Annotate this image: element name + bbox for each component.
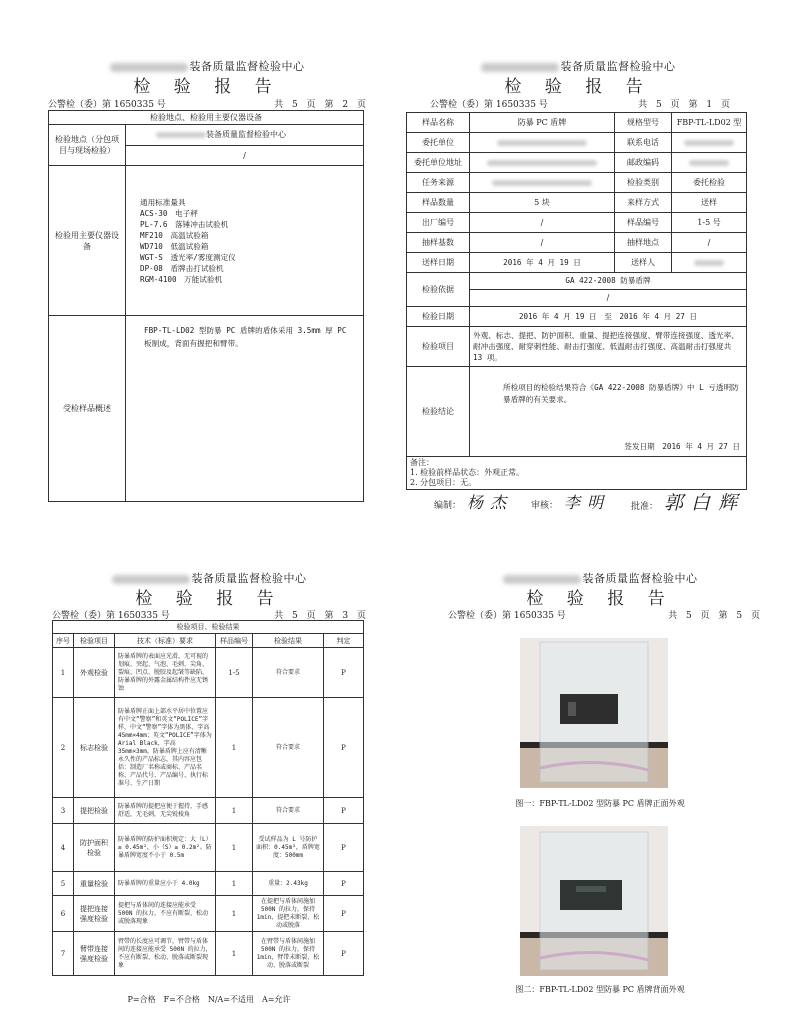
basis-sub: /: [606, 293, 610, 302]
field-label: 抽样地点: [615, 233, 672, 253]
section-title: 检验项目、检验结果: [53, 621, 364, 634]
equipment-label: 检验用主要仪器设备: [49, 166, 126, 316]
remarks-title: 备注：: [410, 458, 434, 467]
field-value-redacted: [470, 133, 615, 153]
photo-caption-front: 图一：FBP-TL-LD02 型防暴 PC 盾牌正面外观: [515, 799, 685, 808]
date-value: 2016 年 4 月 19 日 至 2016 年 4 月 27 日: [470, 307, 747, 327]
signature-edit-name: 杨 杰: [467, 493, 508, 512]
report-page-1: [406, 58, 750, 518]
field-label: 出厂编号: [407, 213, 470, 233]
signature-edit: 编制： 杨 杰: [434, 493, 508, 512]
redacted-org-name: [503, 575, 581, 584]
column-header: 检验结果: [253, 634, 324, 648]
section-title: 检验地点、检验用主要仪器设备: [49, 111, 364, 125]
field-value: 防暴 PC 盾牌: [470, 113, 615, 133]
table-row: 6 提把连接强度检验 提把与盾体间的连接应能承受 500N 的拉力，不应有断裂、松动或脱落现象 1 在提把与盾体间施加 500N 的拉力，保持 1min，提把未断裂、松动或脱落 P: [53, 896, 364, 932]
equipment-line: WD710 低温试验箱: [140, 241, 209, 251]
field-label: 来样方式: [615, 193, 672, 213]
report-title: 检 验 报 告: [133, 77, 281, 97]
report-title: 检 验 报 告: [526, 589, 674, 609]
redacted-org-name: [481, 63, 559, 72]
field-value: 送样: [672, 193, 747, 213]
table-row: 3 提把检验 防暴盾牌的提把应便于握持，手感舒适，无毛刺，无尖锐棱角 1 符合要求 P: [53, 798, 364, 824]
field-label: 送样日期: [407, 253, 470, 273]
column-header: 技术（标准）要求: [115, 634, 216, 648]
field-label: 委托单位: [407, 133, 470, 153]
sample-label: 受检样品概述: [49, 316, 126, 502]
basis-value: GA 422-2008 防暴盾牌: [470, 273, 746, 290]
field-value: /: [672, 233, 747, 253]
page-indicator: 共 5 页 第 1 页: [638, 100, 730, 110]
field-value-redacted: [470, 153, 615, 173]
field-label: 样品数量: [407, 193, 470, 213]
conclusion-label: 检验结论: [407, 367, 470, 457]
column-header: 样品编号: [216, 634, 253, 648]
field-label: 检验类别: [615, 173, 672, 193]
equipment-line: RGM-4100 万能试验机: [140, 274, 223, 284]
equipment-list: [126, 166, 364, 316]
redacted-field: [156, 132, 206, 138]
field-value: FBP-TL-LD02 型: [672, 113, 747, 133]
field-label: 样品名称: [407, 113, 470, 133]
shield-front-illustration: [520, 638, 668, 788]
field-value-redacted: [672, 153, 747, 173]
location-value: 装备质量监督检验中心: [206, 130, 286, 139]
page-indicator: 共 5 页 第 5 页: [668, 611, 760, 621]
report-number: 公警检（委）第 1650335 号: [52, 611, 170, 621]
org-header: 装备质量监督检验中心: [52, 570, 366, 586]
field-label: 送样人: [615, 253, 672, 273]
table-row: 5 重量检验 防暴盾牌的重量应小于 4.0kg 1 重量：2.43kg P: [53, 872, 364, 896]
equipment-line: MF210 高温试验箱: [140, 230, 209, 240]
field-label: 抽样基数: [407, 233, 470, 253]
report-page-5: [440, 570, 760, 1010]
sample-description: FBP-TL-LD02 型防暴 PC 盾牌的盾体采用 3.5mm 厚 PC 板制成，背面有握把和臂带。: [126, 316, 364, 502]
field-value: /: [470, 213, 615, 233]
results-table: [52, 620, 364, 976]
report-number: 公警检（委）第 1650335 号: [448, 611, 566, 621]
shield-front-photo: [520, 638, 668, 788]
signature-review-name: 李 明: [564, 493, 605, 512]
column-header: 判定: [324, 634, 364, 648]
field-value: 2016 年 4 月 19 日: [470, 253, 615, 273]
report-page-3: [52, 570, 366, 1010]
basis-label: 检验依据: [407, 273, 470, 307]
equipment-line: WGT-S 透光率/雾度测定仪: [140, 252, 236, 262]
report-title: 检 验 报 告: [504, 77, 652, 97]
result-legend: P=合格 F=不合格 N/A=不适用 A=允许: [127, 995, 291, 1004]
issue-date: 签发日期 2016 年 4 月 27 日: [624, 442, 740, 451]
field-value-redacted: [672, 133, 747, 153]
photo-caption-back: 图二：FBP-TL-LD02 型防暴 PC 盾牌背面外观: [515, 985, 685, 994]
report-page-2: [48, 58, 366, 503]
table-row: 7 臂带连接强度检验 臂带的长度应可调节，臂带与盾体间的连接应能承受 500N 的拉力，不应有断裂、松动、脱落或断裂现象 1 在臂带与盾体间施加 500N 的拉力，保持 1min，臂带未断裂、松动、脱落或断裂 P: [53, 932, 364, 976]
page-indicator: 共 5 页 第 3 页: [274, 611, 366, 621]
redacted-org-name: [112, 575, 190, 584]
location-label: 检验地点（分包项目与现场检验）: [49, 125, 126, 166]
page-indicator: 共 5 页 第 2 页: [274, 100, 366, 110]
field-value-redacted: [470, 173, 615, 193]
org-header: 装备质量监督检验中心: [48, 58, 366, 74]
org-header: 装备质量监督检验中心: [406, 58, 750, 74]
field-label: 任务来源: [407, 173, 470, 193]
signature-approve: 批准： 郭 白 辉: [631, 492, 739, 514]
signature-review: 审核： 李 明: [531, 493, 605, 512]
remarks: [407, 457, 747, 490]
field-label: 联系电话: [615, 133, 672, 153]
field-value: /: [470, 233, 615, 253]
column-header: 序号: [53, 634, 74, 648]
remark-line: 2. 分包项目：无。: [410, 478, 477, 487]
org-header: 装备质量监督检验中心: [440, 570, 760, 586]
equipment-line: DP-08 盾牌击打试验机: [140, 263, 224, 273]
field-value: 5 块: [470, 193, 615, 213]
date-label: 检验日期: [407, 307, 470, 327]
equipment-line: PL-7.6 落锤冲击试验机: [140, 219, 229, 229]
shield-back-photo: [520, 826, 668, 976]
column-header: 检验项目: [74, 634, 115, 648]
field-label: 邮政编码: [615, 153, 672, 173]
field-label: 样品编号: [615, 213, 672, 233]
field-value: 1-5 号: [672, 213, 747, 233]
report-title: 检 验 报 告: [135, 589, 283, 609]
equipment-line: ACS-30 电子秤: [140, 208, 198, 218]
field-label: 规格型号: [615, 113, 672, 133]
field-value: 委托检验: [672, 173, 747, 193]
report-number: 公警检（委）第 1650335 号: [430, 100, 548, 110]
location-sub: /: [243, 151, 246, 160]
table-row: 2 标志检验 防暴盾牌正面上部水平居中位置应有中文“警察”和英文“POLICE”字样，中文“警察”字体为黑体，字高 45mm×4mm；英文“POLICE”字体为 Arial Black，字高 35mm×3mm。防暴盾牌上应有清晰永久性的产品标志，其内容应包括：制造厂名称或商标、产品名称、产品代号、产品编号、执行标准号、生产日期 1 符合要求 P: [53, 698, 364, 798]
field-value-redacted: [672, 253, 747, 273]
items-value: 外观、标志、提把、防护面积、重量、提把连接强度、臂带连接强度、透光率、耐冲击强度、耐穿刺性能、耐击打强度、低温耐击打强度、高温耐击打强度共 13 项。: [470, 327, 747, 367]
table-row: 1 外观检验 防暴盾牌的表面应光滑，无可视的划痕、突起、气泡、毛刺、尖角、裂痕、凹点、脱胶及起皱等缺陷，防暴盾牌的外露金属结构件应无锈蚀 1-5 符合要求 P: [53, 648, 364, 698]
equipment-table: [48, 110, 364, 502]
remark-line: 1. 检验前样品状态：外观正常。: [410, 468, 525, 477]
signature-approve-name: 郭 白 辉: [664, 492, 739, 514]
conclusion-text: 所检项目的检验结果符合《GA 422-2008 防暴盾牌》中 L 亏透明防暴盾牌的有关要求。: [503, 383, 739, 404]
info-table: [406, 112, 747, 490]
equipment-line: 通用标准量具: [140, 197, 186, 207]
table-row: 4 防护面积检验 防暴盾牌的防护面积规定：大（L）≥ 0.45m²，小（S）≥ 0.2m²。防暴盾牌宽度不小于 0.5m 1 受试样品为 L 号防护面积：0.45m²，盾牌宽度：500mm P: [53, 824, 364, 872]
report-number: 公警检（委）第 1650335 号: [48, 100, 166, 110]
items-label: 检验项目: [407, 327, 470, 367]
redacted-org-name: [110, 63, 188, 72]
shield-back-illustration: [520, 826, 668, 976]
field-label: 委托单位地址: [407, 153, 470, 173]
